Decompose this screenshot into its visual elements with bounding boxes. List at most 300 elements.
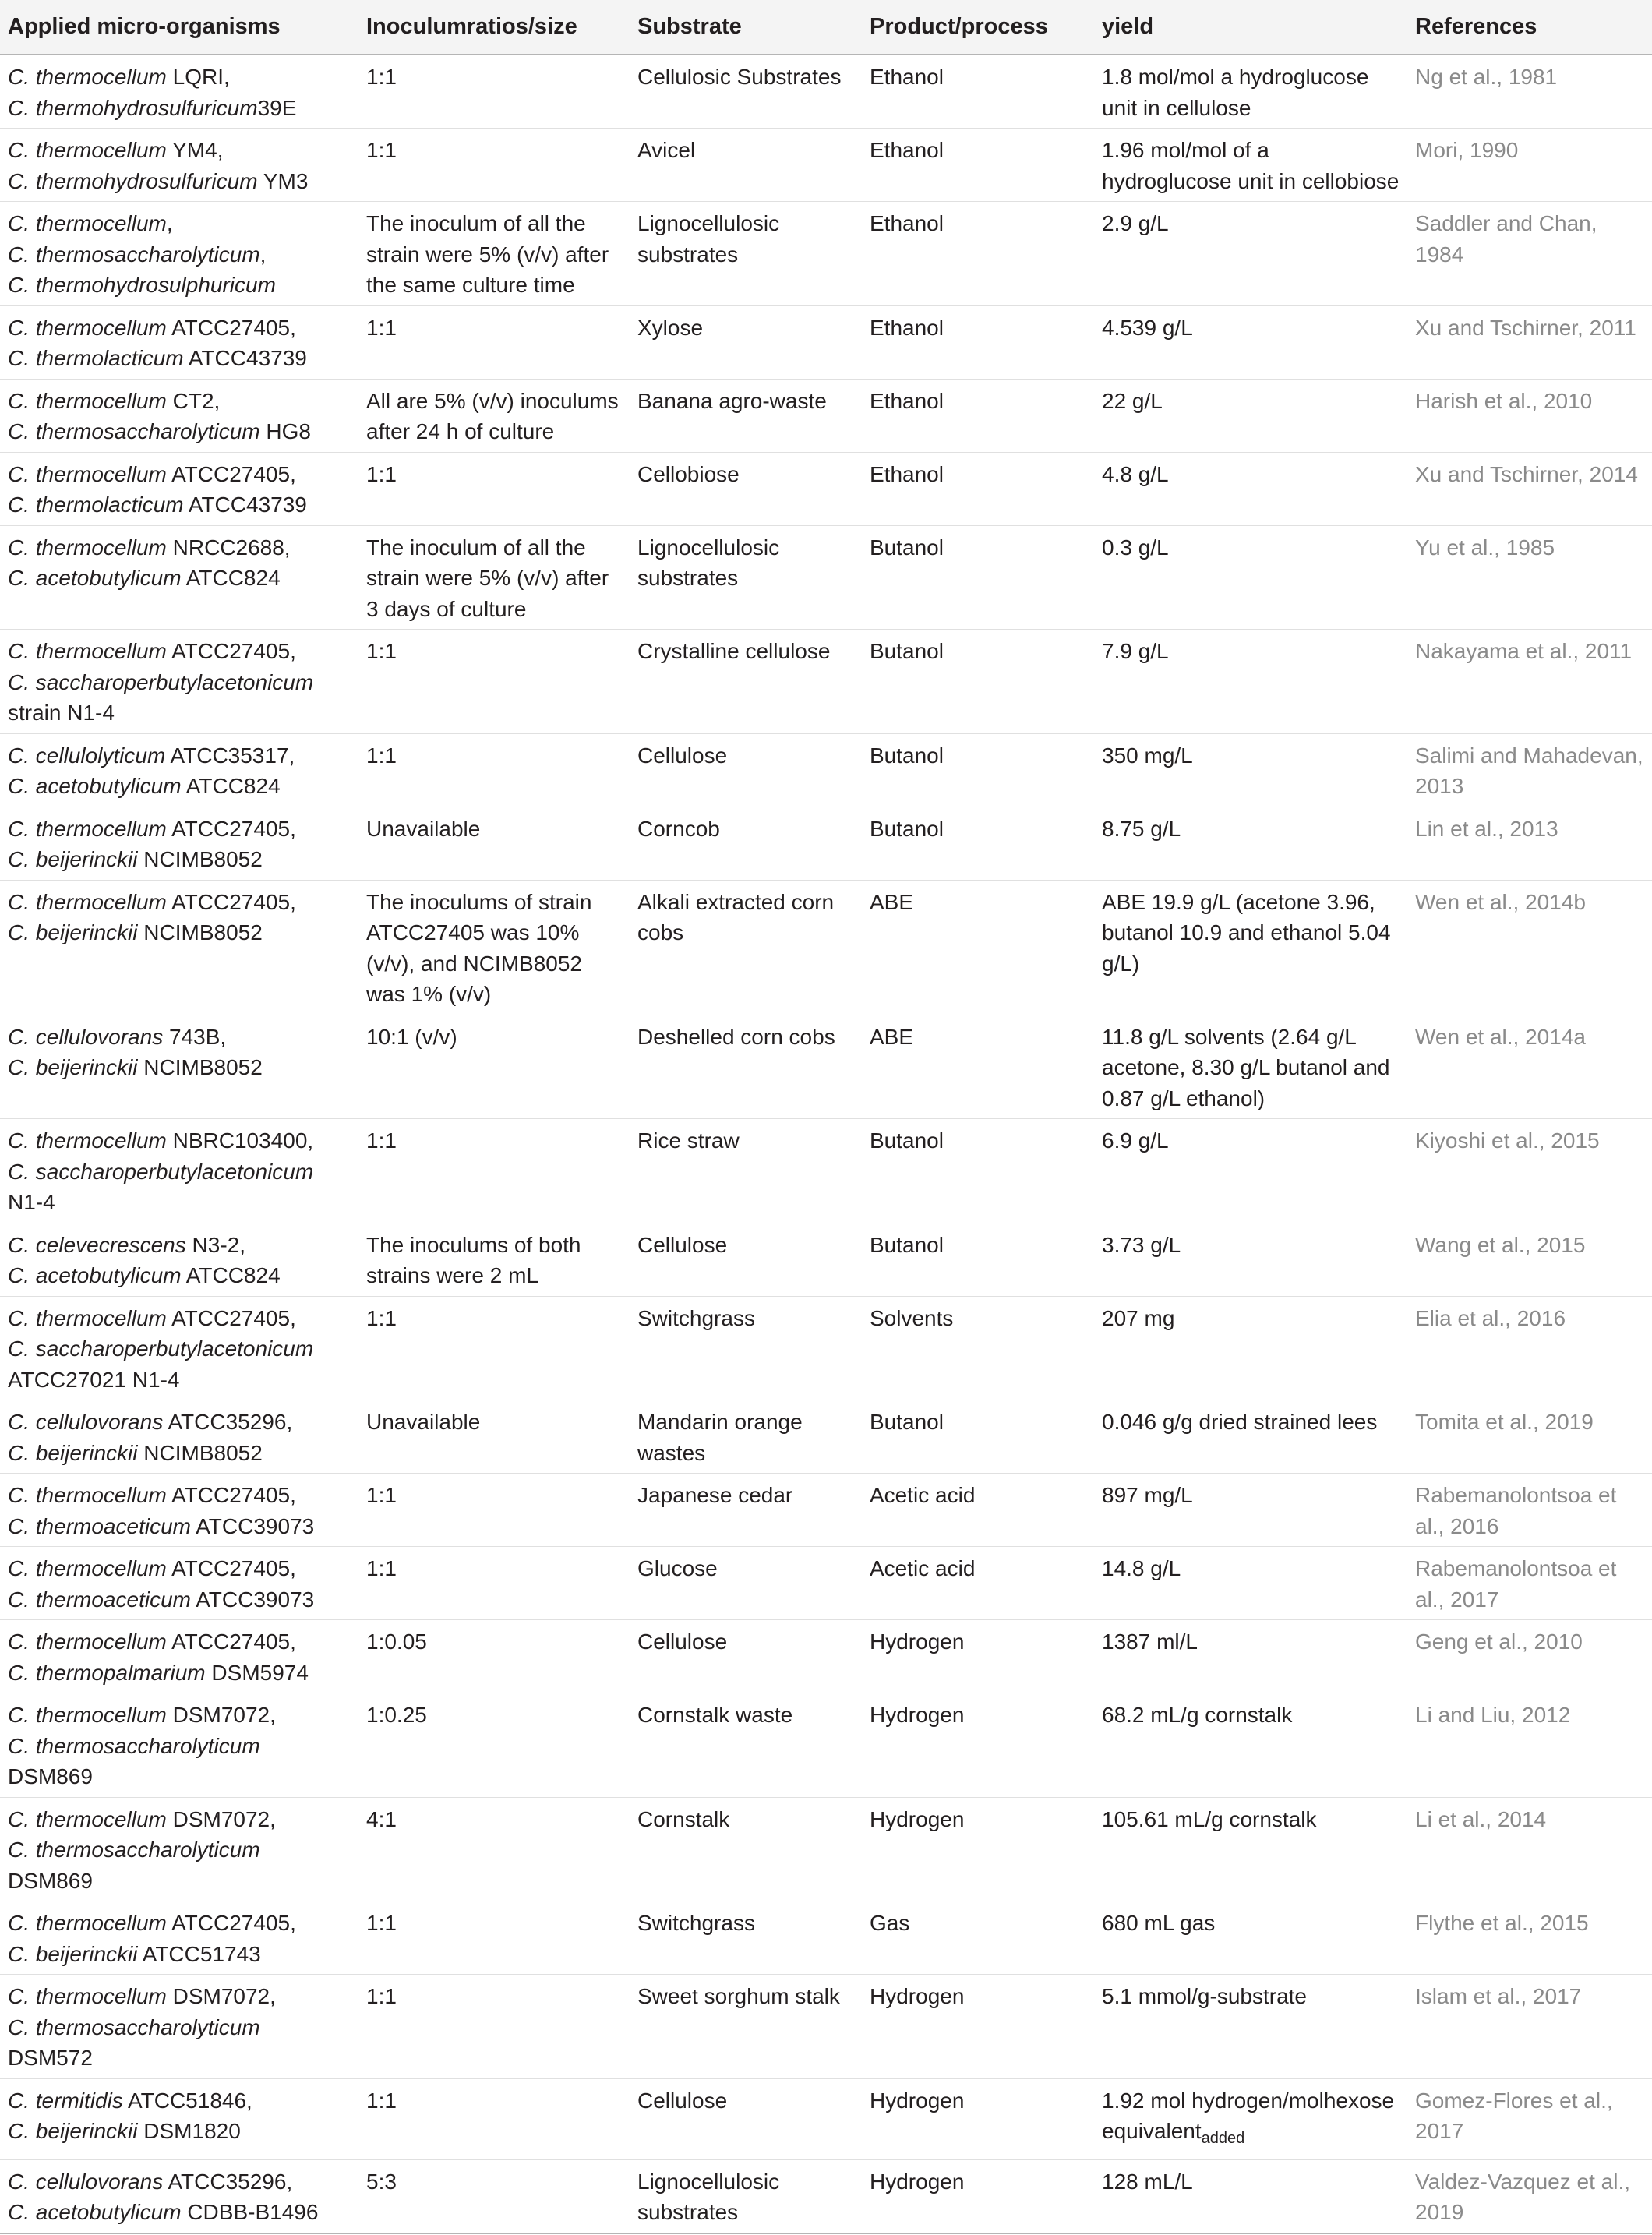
cell-inoculum: 1:1 [358, 733, 630, 807]
cell-yield [1094, 630, 1407, 734]
organism-line [8, 1731, 352, 1762]
strain-id: ATCC27405, [166, 315, 296, 340]
cell-organisms [0, 305, 358, 379]
organism-line [8, 667, 352, 698]
cell-yield [1094, 129, 1407, 202]
cell-product: ABE [862, 1015, 1094, 1119]
cell-inoculum: 1:1 [358, 2078, 630, 2159]
table-header [0, 0, 1652, 55]
cell-reference[interactable]: Nakayama et al., 2011 [1407, 630, 1652, 734]
cell-substrate: Glucose [630, 1547, 862, 1620]
species-name: C. saccharoperbutylacetonicum [8, 1336, 314, 1361]
cell-organisms [0, 1620, 358, 1693]
cell-organisms [0, 129, 358, 202]
species-name: C. saccharoperbutylacetonicum [8, 1159, 314, 1184]
cell-product: ABE [862, 880, 1094, 1015]
cell-product: Butanol [862, 630, 1094, 734]
cell-yield [1094, 55, 1407, 129]
species-name: C. acetobutylicum [8, 2200, 182, 2224]
cell-reference[interactable]: Wen et al., 2014a [1407, 1015, 1652, 1119]
species-name: C. acetobutylicum [8, 566, 182, 590]
cell-reference[interactable]: Wen et al., 2014b [1407, 880, 1652, 1015]
strain-id: DSM7072, [166, 1984, 276, 2008]
header-references: References [1407, 0, 1652, 55]
cell-yield [1094, 1015, 1407, 1119]
cell-reference[interactable]: Harish et al., 2010 [1407, 379, 1652, 452]
species-name: C. thermosaccharolyticum [8, 419, 260, 443]
table-row [0, 2078, 1652, 2159]
organism-line [8, 489, 352, 521]
strain-id: ATCC824 [181, 774, 281, 798]
cell-inoculum: 4:1 [358, 1797, 630, 1901]
yield-value: 7.9 g/L [1102, 639, 1169, 663]
cell-organisms [0, 880, 358, 1015]
species-name: C. acetobutylicum [8, 774, 182, 798]
yield-value: 2.9 g/L [1102, 211, 1169, 235]
cell-reference[interactable]: Ng et al., 1981 [1407, 55, 1652, 129]
cell-inoculum: Unavailable [358, 807, 630, 880]
organism-line [8, 1584, 352, 1615]
organism-line [8, 1700, 352, 1731]
strain-id: ATCC27405, [166, 1629, 296, 1654]
strain-id: NCIMB8052 [137, 1440, 263, 1465]
cell-inoculum: The inoculum of all the strain were 5% (v/v) after 3 days of culture [358, 525, 630, 630]
organism-line [8, 2116, 352, 2147]
organism-line [8, 1939, 352, 1970]
cell-inoculum: 1:1 [358, 452, 630, 525]
table-row [0, 1901, 1652, 1975]
strain-id: ATCC39073 [190, 1587, 315, 1612]
table-row [0, 202, 1652, 306]
cell-inoculum: 1:1 [358, 630, 630, 734]
organism-line [8, 1438, 352, 1469]
cell-organisms [0, 1474, 358, 1547]
cell-product: Butanol [862, 525, 1094, 630]
species-name: C. thermocellum [8, 388, 167, 413]
species-name: C. thermocellum [8, 1911, 167, 1935]
cell-substrate: Lignocellulosic substrates [630, 525, 862, 630]
yield-value: 0.046 g/g dried strained lees [1102, 1410, 1378, 1434]
cell-substrate: Sweet sorghum stalk [630, 1975, 862, 2079]
cell-product: Ethanol [862, 305, 1094, 379]
cell-product: Ethanol [862, 202, 1094, 306]
species-name: C. thermosaccharolyticum [8, 2014, 260, 2039]
table-row [0, 1693, 1652, 1798]
organism-line [8, 636, 352, 667]
species-name: C. termitidis [8, 2088, 123, 2113]
yield-value: 4.8 g/L [1102, 461, 1169, 486]
yield-value: 4.539 g/L [1102, 315, 1193, 340]
cell-yield [1094, 379, 1407, 452]
organism-line [8, 1052, 352, 1083]
strain-id: CT2, [166, 388, 221, 413]
organism-line [8, 93, 352, 124]
yield-value: ABE 19.9 g/L (acetone 3.96, butanol 10.9 and ethanol 5.04 g/L) [1102, 889, 1391, 976]
cell-substrate: Switchgrass [630, 1296, 862, 1400]
cell-reference[interactable]: Salimi and Mahadevan, 2013 [1407, 733, 1652, 807]
strain-id: NCIMB8052 [137, 847, 263, 871]
organism-line [8, 386, 352, 417]
cell-substrate: Alkali extracted corn cobs [630, 880, 862, 1015]
organism-line [8, 459, 352, 490]
cell-yield [1094, 733, 1407, 807]
cell-reference[interactable]: Rabemanolontsoa et al., 2016 [1407, 1474, 1652, 1547]
organism-line [8, 1553, 352, 1584]
table-row [0, 305, 1652, 379]
cell-reference[interactable]: Tomita et al., 2019 [1407, 1400, 1652, 1474]
cell-yield [1094, 1975, 1407, 2079]
species-name: C. thermoaceticum [8, 1513, 191, 1538]
organism-line [8, 1658, 352, 1689]
organism-line [8, 844, 352, 875]
species-name: C. thermocellum [8, 816, 167, 841]
cell-yield [1094, 1547, 1407, 1620]
strain-id: ATCC35317, [165, 743, 295, 768]
species-name: C. thermohydrosulfuricum [8, 95, 258, 120]
species-name: C. thermohydrosulphuricum [8, 273, 276, 297]
species-name: C. beijerinckii [8, 920, 138, 944]
strain-id: DSM7072, [166, 1703, 276, 1727]
organism-line [8, 1834, 352, 1866]
strain-id: 743B, [163, 1024, 227, 1049]
yield-value: 6.9 g/L [1102, 1128, 1169, 1153]
species-name: C. thermoaceticum [8, 1587, 191, 1612]
table-row [0, 630, 1652, 734]
species-name: C. thermocellum [8, 639, 167, 663]
strain-id: YM3 [257, 168, 309, 193]
species-name: C. cellulovorans [8, 1024, 164, 1049]
species-name: C. thermocellum [8, 1629, 167, 1654]
cell-substrate: Cellulose [630, 733, 862, 807]
species-name: C. beijerinckii [8, 2119, 138, 2143]
cell-inoculum: 1:1 [358, 1296, 630, 1400]
organism-line [8, 416, 352, 447]
strain-id: N1-4 [8, 1190, 55, 1214]
cell-reference[interactable]: Li and Liu, 2012 [1407, 1693, 1652, 1798]
organism-line [8, 740, 352, 771]
table-row [0, 2159, 1652, 2233]
cell-substrate: Deshelled corn cobs [630, 1015, 862, 1119]
cell-yield [1094, 880, 1407, 1015]
species-name: C. thermocellum [8, 1984, 167, 2008]
organism-line [8, 1407, 352, 1438]
species-name: C. thermopalmarium [8, 1660, 206, 1685]
yield-value: 105.61 mL/g cornstalk [1102, 1806, 1317, 1831]
table-row [0, 1474, 1652, 1547]
cell-organisms [0, 379, 358, 452]
organism-line [8, 887, 352, 918]
cell-product: Ethanol [862, 55, 1094, 129]
table-row [0, 1015, 1652, 1119]
species-name: C. thermocellum [8, 315, 167, 340]
header-row [0, 0, 1652, 55]
strain-id: strain N1-4 [8, 701, 115, 725]
cell-product: Hydrogen [862, 1797, 1094, 1901]
cell-inoculum: 1:0.25 [358, 1693, 630, 1798]
cell-reference[interactable]: Gomez-Flores et al., 2017 [1407, 2078, 1652, 2159]
species-name: C. thermosaccharolyticum [8, 242, 260, 267]
yield-value: 1.8 mol/mol a hydroglucose unit in cellulose [1102, 65, 1369, 120]
cell-product: Butanol [862, 1119, 1094, 1223]
table-row [0, 55, 1652, 129]
cell-product: Butanol [862, 733, 1094, 807]
cell-reference[interactable]: Xu and Tschirner, 2014 [1407, 452, 1652, 525]
species-name: C. thermocellum [8, 1483, 167, 1507]
strain-id: ATCC35296, [163, 2169, 293, 2194]
yield-value: 897 mg/L [1102, 1483, 1193, 1507]
yield-value: 5.1 mmol/g-substrate [1102, 1984, 1307, 2008]
species-name: C. celevecrescens [8, 1232, 186, 1257]
cell-reference[interactable]: Valdez-Vazquez et al., 2019 [1407, 2159, 1652, 2233]
organism-line [8, 1260, 352, 1291]
cell-product: Solvents [862, 1296, 1094, 1400]
cell-reference[interactable]: Flythe et al., 2015 [1407, 1901, 1652, 1975]
organism-line [8, 1626, 352, 1658]
organism-line [8, 1303, 352, 1334]
cell-inoculum: 1:1 [358, 1474, 630, 1547]
yield-value: 128 mL/L [1102, 2169, 1193, 2194]
cell-yield [1094, 1901, 1407, 1975]
cell-organisms [0, 55, 358, 129]
organism-line [8, 2166, 352, 2198]
species-name: C. beijerinckii [8, 847, 138, 871]
cell-yield [1094, 1400, 1407, 1474]
cell-organisms [0, 1797, 358, 1901]
cell-inoculum: 1:1 [358, 55, 630, 129]
cell-substrate: Rice straw [630, 1119, 862, 1223]
cell-substrate: Cornstalk waste [630, 1693, 862, 1798]
cell-product: Hydrogen [862, 2159, 1094, 2233]
strain-id: NBRC103400, [166, 1128, 314, 1153]
strain-id: ATCC35296, [163, 1410, 293, 1434]
organism-line [8, 563, 352, 594]
organism-line [8, 1511, 352, 1542]
cell-inoculum: The inoculums of both strains were 2 mL [358, 1223, 630, 1296]
cell-yield [1094, 525, 1407, 630]
strain-id: , [259, 242, 267, 267]
cell-substrate: Cellobiose [630, 452, 862, 525]
cell-organisms [0, 1119, 358, 1223]
cell-organisms [0, 202, 358, 306]
cell-yield [1094, 2159, 1407, 2233]
cell-inoculum: Unavailable [358, 1400, 630, 1474]
organism-line [8, 2085, 352, 2117]
strain-id: YM4, [166, 138, 224, 162]
strain-id: NCIMB8052 [137, 920, 263, 944]
organism-line [8, 208, 352, 239]
cell-reference[interactable]: Elia et al., 2016 [1407, 1296, 1652, 1400]
organism-line [8, 135, 352, 166]
strain-id: ATCC27405, [166, 1911, 296, 1935]
cell-yield [1094, 1119, 1407, 1223]
cell-yield [1094, 807, 1407, 880]
strain-id: ATCC824 [181, 1263, 281, 1287]
cell-organisms [0, 1693, 358, 1798]
cell-reference[interactable]: Yu et al., 1985 [1407, 525, 1652, 630]
cell-yield [1094, 202, 1407, 306]
cell-inoculum: 1:0.05 [358, 1620, 630, 1693]
cell-yield [1094, 1223, 1407, 1296]
cell-reference[interactable]: Saddler and Chan, 1984 [1407, 202, 1652, 306]
organism-line [8, 1156, 352, 1188]
species-name: C. thermocellum [8, 1806, 167, 1831]
strain-id: ATCC27405, [166, 1556, 296, 1580]
yield-value: 680 mL gas [1102, 1911, 1216, 1935]
species-name: C. thermocellum [8, 535, 167, 560]
cell-inoculum: All are 5% (v/v) inoculums after 24 h of culture [358, 379, 630, 452]
species-name: C. thermosaccharolyticum [8, 1733, 260, 1758]
organism-line [8, 1804, 352, 1835]
cell-substrate: Banana agro-waste [630, 379, 862, 452]
species-name: C. cellulovorans [8, 1410, 164, 1434]
cell-reference[interactable]: Geng et al., 2010 [1407, 1620, 1652, 1693]
table-row [0, 733, 1652, 807]
organism-line [8, 1187, 352, 1218]
organism-line [8, 166, 352, 197]
cell-organisms [0, 1901, 358, 1975]
cell-substrate: Avicel [630, 129, 862, 202]
strain-id: ATCC27405, [166, 461, 296, 486]
cell-product: Ethanol [862, 129, 1094, 202]
table-row [0, 880, 1652, 1015]
species-name: C. thermocellum [8, 1305, 167, 1330]
cell-organisms [0, 630, 358, 734]
cell-product: Hydrogen [862, 2078, 1094, 2159]
cell-inoculum: 1:1 [358, 1975, 630, 2079]
strain-id: ATCC43739 [183, 346, 307, 370]
strain-id: DSM1820 [137, 2119, 241, 2143]
organism-line [8, 1022, 352, 1053]
cell-yield [1094, 1797, 1407, 1901]
cell-product: Ethanol [862, 379, 1094, 452]
cell-product: Butanol [862, 807, 1094, 880]
organism-line [8, 312, 352, 344]
cell-reference[interactable]: Xu and Tschirner, 2011 [1407, 305, 1652, 379]
species-name: C. thermohydrosulfuricum [8, 168, 258, 193]
organism-line [8, 814, 352, 845]
cell-organisms [0, 2159, 358, 2233]
cell-product: Acetic acid [862, 1474, 1094, 1547]
cell-substrate: Cellulosic Substrates [630, 55, 862, 129]
cell-inoculum: 1:1 [358, 129, 630, 202]
organism-line [8, 1230, 352, 1261]
strain-id: ATCC51846, [122, 2088, 252, 2113]
cell-product: Butanol [862, 1400, 1094, 1474]
strain-id: ATCC43739 [183, 493, 307, 517]
yield-value: 1.96 mol/mol of a hydroglucose unit in cellobiose [1102, 138, 1400, 193]
strain-id: HG8 [259, 419, 312, 443]
yield-value: 0.3 g/L [1102, 535, 1169, 560]
species-name: C. thermocellum [8, 1128, 167, 1153]
cell-reference[interactable]: Wang et al., 2015 [1407, 1223, 1652, 1296]
strain-id: DSM7072, [166, 1806, 276, 1831]
header-yield: yield [1094, 0, 1407, 55]
species-name: C. thermocellum [8, 65, 167, 89]
strain-id: NRCC2688, [166, 535, 291, 560]
strain-id: NCIMB8052 [137, 1055, 263, 1079]
cell-inoculum: 1:1 [358, 1901, 630, 1975]
cell-reference[interactable]: Rabemanolontsoa et al., 2017 [1407, 1547, 1652, 1620]
yield-subscript: added [1201, 2130, 1245, 2147]
organism-line [8, 239, 352, 270]
table-row [0, 379, 1652, 452]
organism-line [8, 697, 352, 729]
cell-reference[interactable]: Lin et al., 2013 [1407, 807, 1652, 880]
cell-inoculum: The inoculums of strain ATCC27405 was 10% (v/v), and NCIMB8052 was 1% (v/v) [358, 880, 630, 1015]
cell-reference[interactable]: Kiyoshi et al., 2015 [1407, 1119, 1652, 1223]
cell-substrate: Cellulose [630, 1223, 862, 1296]
strain-id: ATCC27021 N1-4 [8, 1367, 180, 1392]
strain-id: ATCC27405, [166, 1305, 296, 1330]
cell-organisms [0, 1400, 358, 1474]
cell-reference[interactable]: Islam et al., 2017 [1407, 1975, 1652, 2079]
organism-line [8, 2012, 352, 2043]
strain-id: ATCC27405, [166, 639, 296, 663]
cell-organisms [0, 1223, 358, 1296]
table-row [0, 1547, 1652, 1620]
species-name: C. thermocellum [8, 1556, 167, 1580]
cell-inoculum: 5:3 [358, 2159, 630, 2233]
cell-inoculum: 1:1 [358, 1547, 630, 1620]
organism-line [8, 532, 352, 563]
cell-yield [1094, 1474, 1407, 1547]
cell-organisms [0, 525, 358, 630]
strain-id: ATCC51743 [137, 1941, 261, 1966]
species-name: C. beijerinckii [8, 1440, 138, 1465]
organism-line [8, 1125, 352, 1156]
header-inoculum: Inoculumratios/size [358, 0, 630, 55]
cell-organisms [0, 2078, 358, 2159]
cell-substrate: Switchgrass [630, 1901, 862, 1975]
cell-product: Butanol [862, 1223, 1094, 1296]
strain-id: , [166, 211, 173, 235]
cell-yield [1094, 1620, 1407, 1693]
cell-yield [1094, 1693, 1407, 1798]
cell-reference[interactable]: Li et al., 2014 [1407, 1797, 1652, 1901]
yield-value: 350 mg/L [1102, 743, 1193, 768]
yield-value: 8.75 g/L [1102, 816, 1181, 841]
species-name: C. thermolacticum [8, 346, 184, 370]
table-row [0, 1223, 1652, 1296]
cell-reference[interactable]: Mori, 1990 [1407, 129, 1652, 202]
organism-line [8, 1761, 352, 1792]
organism-line [8, 1981, 352, 2012]
table-row [0, 1620, 1652, 1693]
strain-id: DSM5974 [205, 1660, 309, 1685]
table-row [0, 1797, 1652, 1901]
table-row [0, 525, 1652, 630]
strain-id: DSM869 [8, 1868, 93, 1893]
cell-organisms [0, 733, 358, 807]
cell-product: Hydrogen [862, 1620, 1094, 1693]
header-organisms: Applied micro-organisms [0, 0, 358, 55]
cell-substrate: Xylose [630, 305, 862, 379]
yield-value: 3.73 g/L [1102, 1232, 1181, 1257]
table-body [0, 55, 1652, 2233]
cell-substrate: Crystalline cellulose [630, 630, 862, 734]
table-row [0, 1119, 1652, 1223]
strain-id: 39E [257, 95, 297, 120]
table-row [0, 1400, 1652, 1474]
species-name: C. thermocellum [8, 461, 167, 486]
organism-line [8, 1365, 352, 1396]
species-name: C. thermocellum [8, 1703, 167, 1727]
organism-line [8, 1908, 352, 1939]
organism-line [8, 343, 352, 374]
table-row [0, 807, 1652, 880]
species-name: C. acetobutylicum [8, 1263, 182, 1287]
species-name: C. beijerinckii [8, 1941, 138, 1966]
